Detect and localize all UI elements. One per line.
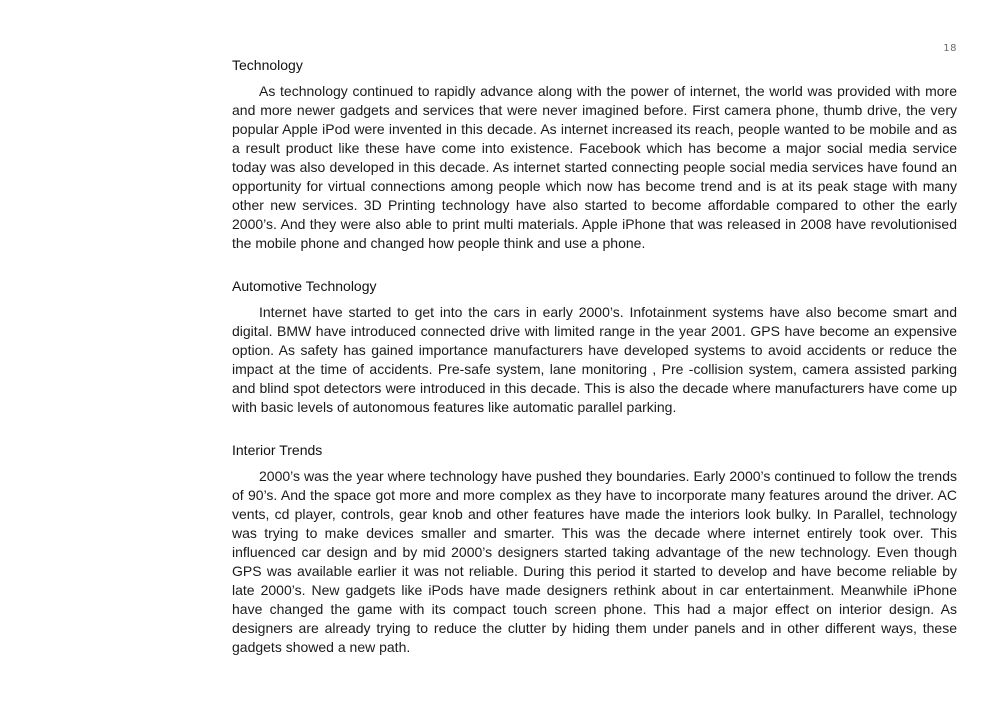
page-number: 18 [943, 43, 957, 54]
section-heading-automotive-technology: Automotive Technology [232, 278, 377, 294]
section-interior-trends [232, 441, 957, 657]
section-technology [232, 56, 957, 253]
section-heading-technology: Technology [232, 57, 303, 73]
section-paragraph-automotive-technology: Internet have started to get into the cars in early 2000’s. Infotainment systems have also become smart and digital. BMW have introduced connected drive with limited range in the year 2001. GPS have become an expensive option. As safety has gained importance manufacturers have developed systems to avoid accidents or reduce the impact at the time of accidents. Pre-safe system, lane monitoring , Pre -collision system, camera assisted parking and blind spot detectors were introduced in this decade. This is also the decade where manufacturers have come up with basic levels of autonomous features like automatic parallel parking. [232, 304, 957, 415]
section-automotive-technology [232, 277, 957, 417]
section-heading-interior-trends: Interior Trends [232, 442, 323, 458]
document-body [232, 56, 957, 681]
section-paragraph-interior-trends: 2000’s was the year where technology have pushed they boundaries. Early 2000’s continued to follow the trends of 90’s. And the space got more and more complex as they have to incorporate many features around the driver. AC vents, cd player, controls, gear knob and other features have made the interiors look bulky. In Parallel, technology was trying to make devices smaller and smarter. This was the decade where internet entirely took over. This influenced car design and by mid 2000’s designers started taking advantage of the new technology. Even though GPS was available earlier it was not reliable. During this period it started to develop and have become reliable by late 2000’s. New gadgets like iPods have made designers rethink about in car entertainment. Meanwhile iPhone have changed the game with its compact touch screen phone. This had a major effect on interior design. As designers are already trying to reduce the clutter by hiding them under panels and in other different ways, these gadgets showed a new path. [232, 468, 957, 655]
section-paragraph-technology: As technology continued to rapidly advance along with the power of internet, the world was provided with more and more newer gadgets and services that were never imagined before. First camera phone, thumb drive, the very popular Apple iPod were invented in this decade. As internet increased its reach, people wanted to be mobile and as a result product like these have come into existence. Facebook which has become a major social media service today was also developed in this decade. As internet started connecting people social media services have found an opportunity for virtual connections among people which now has become trend and is at its peak stage with many other new services. 3D Printing technology have also started to become affordable compared to other the early 2000’s. And they were also able to print multi materials. Apple iPhone that was released in 2008 have revolutionised the mobile phone and changed how people think and use a phone. [232, 83, 957, 251]
